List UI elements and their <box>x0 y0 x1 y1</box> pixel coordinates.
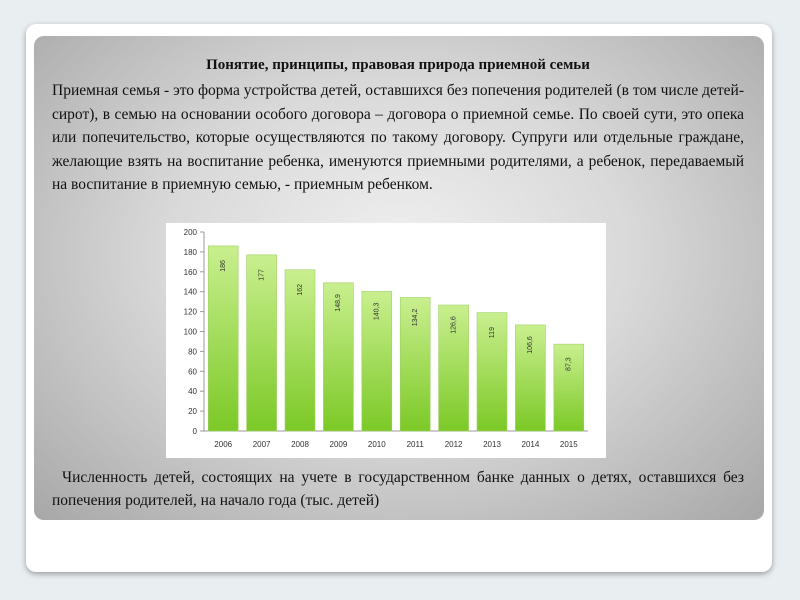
y-tick-label: 140 <box>183 287 197 297</box>
x-tick-label: 2014 <box>521 440 540 449</box>
bar-value-label: 134,2 <box>412 308 420 327</box>
bar-value-label: 186 <box>220 260 228 272</box>
y-tick-label: 180 <box>183 247 197 257</box>
y-tick-label: 160 <box>183 267 197 277</box>
bar-2006 <box>208 246 238 431</box>
x-tick-label: 2009 <box>329 440 348 449</box>
y-tick-label: 60 <box>188 367 197 377</box>
bar-value-label: 106,6 <box>527 336 535 354</box>
x-tick-label: 2013 <box>483 440 501 449</box>
bar-value-label: 126,6 <box>450 316 458 334</box>
y-tick-label: 0 <box>192 427 197 436</box>
y-tick-label: 120 <box>183 307 197 317</box>
x-tick-label: 2007 <box>252 440 271 449</box>
y-tick-label: 40 <box>188 387 197 397</box>
bar-value-label: 140,3 <box>373 302 381 321</box>
x-tick-label: 2008 <box>291 440 309 449</box>
y-tick-label: 100 <box>183 327 197 337</box>
x-tick-label: 2010 <box>367 440 386 449</box>
y-tick-label: 200 <box>183 228 197 237</box>
slide-title: Понятие, принципы, правовая природа приемной семьи <box>206 57 590 73</box>
bar-value-label: 177 <box>258 269 266 281</box>
x-tick-label: 2011 <box>406 440 424 449</box>
bar-value-label: 87,3 <box>565 357 573 371</box>
chart-caption: Численность детей, состоящих на учете в государственном банке данных о детях, оставшихся без попечения родителей, на начало года (тыс. детей) <box>52 469 744 509</box>
bar-value-label: 148,9 <box>335 294 343 312</box>
y-tick-label: 20 <box>188 407 197 417</box>
bar-value-label: 119 <box>488 327 496 339</box>
bar-chart <box>166 223 606 458</box>
bar-value-label: 162 <box>296 283 304 296</box>
bar-2015 <box>554 344 584 431</box>
bar-chart-svg <box>166 223 606 458</box>
x-tick-label: 2012 <box>444 440 463 449</box>
x-tick-label: 2015 <box>559 440 578 449</box>
x-tick-label: 2006 <box>214 440 233 449</box>
y-tick-label: 80 <box>188 347 197 357</box>
definition-paragraph: Приемная семья - это форма устройства детей, оставшихся без попечения родителей (в том числе детей-сирот), в семью на основании особого договора – договора о приемной семье. По своей сути, это опека или попечительство, которые осуществляются по такому договору. Супруги или отдельные граждане, желающие взять на воспитание ребенка, именуются приемными родителями, а ребенок, передаваемый на воспитание в приемную семью, - приемным ребенком. <box>52 82 744 193</box>
